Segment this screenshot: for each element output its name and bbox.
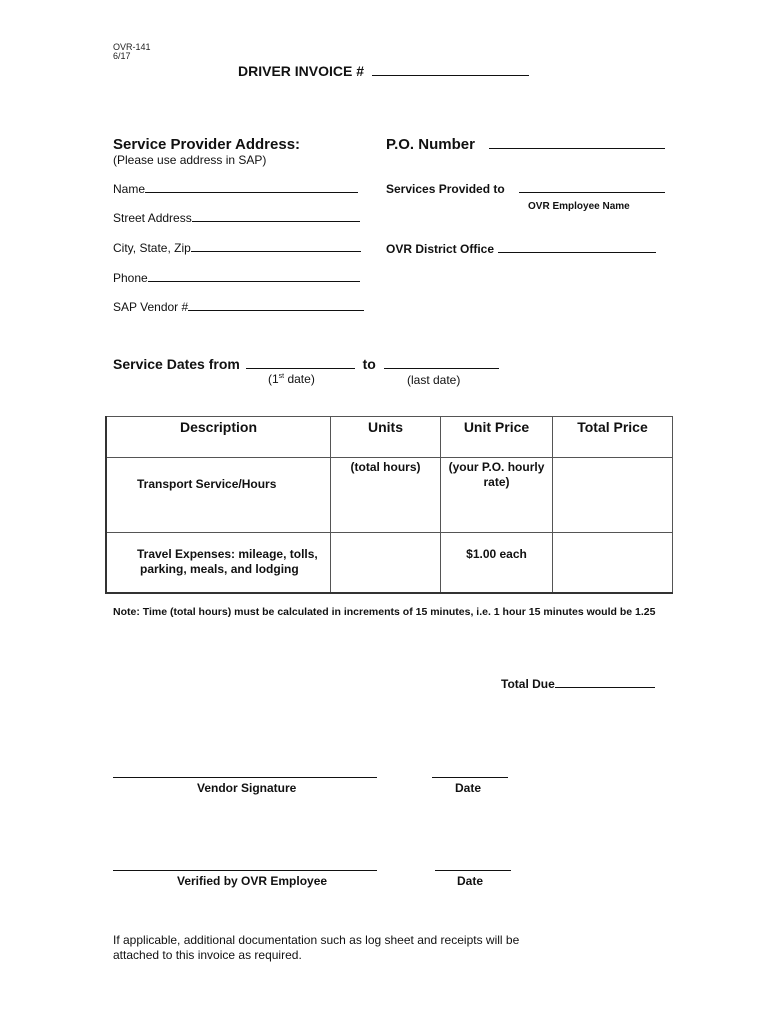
street-label: Street Address: [113, 211, 192, 225]
table-header-row: [106, 417, 673, 458]
row2-description: Travel Expenses: mileage, tolls, parking, meals, and lodging: [106, 533, 331, 593]
street-row: [113, 211, 360, 225]
vendor-signature-line[interactable]: [113, 777, 377, 778]
invoice-table: [105, 416, 673, 594]
name-row: [113, 182, 358, 196]
name-label: Name: [113, 182, 146, 196]
footer-line-1: If applicable, additional documentation such as log sheet and receipts will be: [113, 933, 520, 947]
street-field[interactable]: [192, 221, 360, 222]
row1-unit-price[interactable]: (your P.O. hourly rate): [441, 458, 553, 533]
provider-note: (Please use address in SAP): [113, 153, 267, 167]
invoice-number-field[interactable]: [372, 75, 529, 76]
services-label: Services Provided to: [386, 182, 505, 196]
total-due-label: Total Due: [501, 677, 555, 691]
header-unit-price: Unit Price: [441, 417, 553, 458]
phone-field[interactable]: [148, 281, 360, 282]
last-date-caption: (last date): [407, 373, 461, 387]
provider-heading: Service Provider Address:: [113, 136, 301, 153]
verified-signature-line[interactable]: [113, 870, 377, 871]
header-total-price: Total Price: [553, 417, 673, 458]
table-row: [106, 458, 673, 533]
phone-label: Phone: [113, 271, 148, 285]
service-dates-label: Service Dates from: [113, 356, 240, 372]
po-label: P.O. Number: [386, 136, 475, 153]
verified-label: Verified by OVR Employee: [177, 874, 328, 888]
vendor-date-line[interactable]: [432, 777, 508, 778]
sap-vendor-field[interactable]: [188, 310, 364, 311]
city-label: City, State, Zip: [113, 241, 191, 255]
form-date: 6/17: [113, 51, 131, 61]
row1-description: Transport Service/Hours: [106, 458, 331, 533]
services-row: [386, 182, 665, 196]
district-label: OVR District Office: [386, 242, 495, 256]
invoice-title-label: DRIVER INVOICE #: [238, 63, 365, 79]
sap-row: [113, 300, 364, 314]
header-units: Units: [331, 417, 441, 458]
first-date-caption: (1st date): [268, 372, 315, 386]
po-number-field[interactable]: [489, 148, 665, 149]
verified-date-label: Date: [457, 874, 484, 888]
header-description: Description: [106, 417, 331, 458]
row1-total[interactable]: [553, 458, 673, 533]
service-dates-row: [113, 356, 499, 372]
form-code: OVR-141: [113, 42, 151, 52]
vendor-signature-label: Vendor Signature: [197, 781, 297, 795]
city-row: [113, 241, 361, 255]
row1-units[interactable]: (total hours): [331, 458, 441, 533]
vendor-date-label: Date: [455, 781, 482, 795]
row2-total[interactable]: [553, 533, 673, 593]
hours-note: Note: Time (total hours) must be calculated in increments of 15 minutes, i.e. 1 hour 15 minutes would be 1.25: [113, 606, 656, 618]
employee-name-field[interactable]: [519, 192, 665, 193]
phone-row: [113, 271, 360, 285]
employee-caption: OVR Employee Name: [528, 201, 630, 212]
district-row: [386, 242, 656, 256]
name-field[interactable]: [145, 192, 358, 193]
start-date-field[interactable]: [246, 368, 355, 369]
row2-units[interactable]: [331, 533, 441, 593]
total-due-row: [501, 677, 655, 691]
po-row: [386, 136, 665, 153]
page-title: [238, 63, 529, 79]
footer-line-2: attached to this invoice as required.: [113, 948, 302, 962]
sap-vendor-label: SAP Vendor #: [113, 300, 189, 314]
total-due-field[interactable]: [555, 687, 655, 688]
to-label: to: [362, 356, 376, 372]
district-office-field[interactable]: [498, 252, 656, 253]
city-state-zip-field[interactable]: [191, 251, 361, 252]
end-date-field[interactable]: [384, 368, 499, 369]
row2-unit-price[interactable]: $1.00 each: [441, 533, 553, 593]
table-row: [106, 533, 673, 593]
verified-date-line[interactable]: [435, 870, 511, 871]
